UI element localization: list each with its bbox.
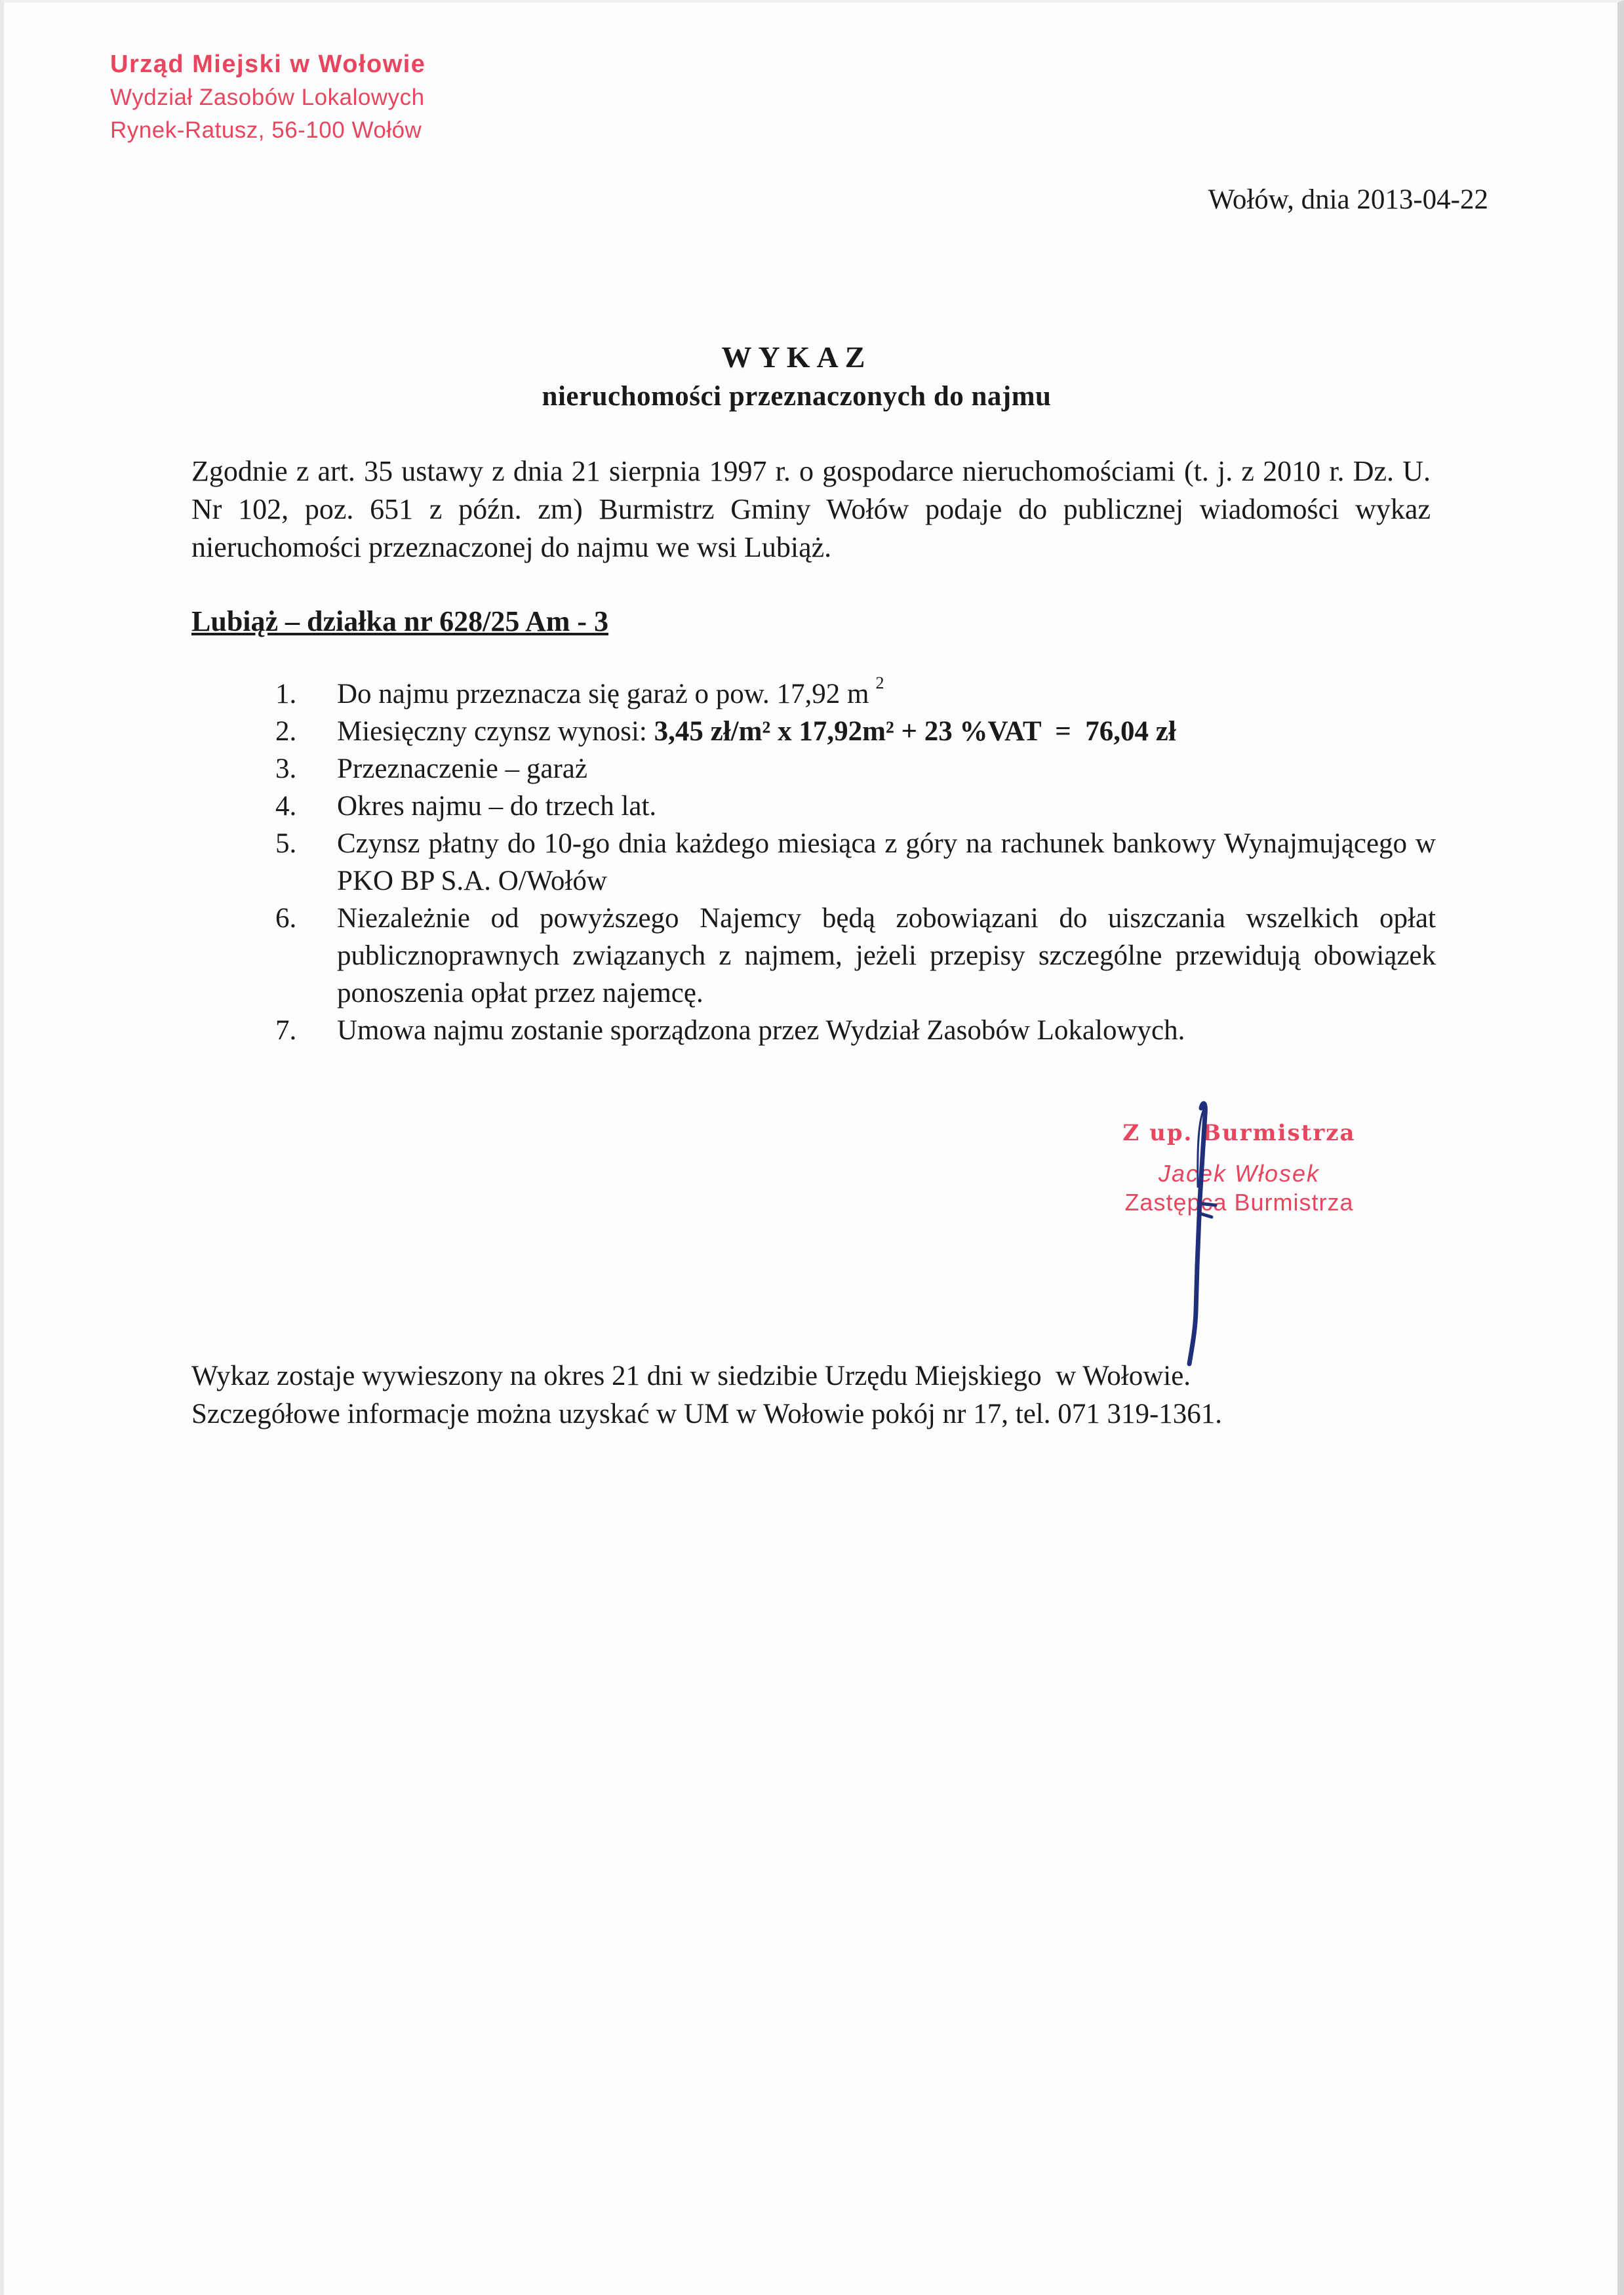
terms-list bbox=[275, 675, 1436, 1049]
office-department: Wydział Zasobów Lokalowych bbox=[110, 85, 425, 110]
document-title bbox=[0, 338, 1593, 416]
list-item bbox=[275, 713, 1436, 750]
list-item bbox=[275, 750, 1436, 788]
item-text: Do najmu przeznacza się garaż o pow. 17,92 m $^2$ bbox=[337, 673, 884, 709]
title-subtitle: nieruchomości przeznaczonych do najmu bbox=[542, 381, 1052, 412]
item-number: 3. bbox=[275, 753, 297, 784]
item-number: 4. bbox=[275, 791, 297, 822]
handwritten-signature-icon bbox=[1160, 1095, 1239, 1370]
footer-line: Szczegółowe informacje można uzyskać w UM w Wołowie pokój nr 17, tel. 071 319-1361. bbox=[191, 1399, 1223, 1429]
signatory-role: Zastępca Burmistrza bbox=[1124, 1189, 1354, 1216]
footer-note bbox=[191, 1357, 1437, 1433]
list-item bbox=[275, 900, 1436, 1012]
item-text: Czynsz płatny do 10-go dnia każdego miesiąca z góry na rachunek bankowy Wynajmującego w PKO BP S.A. O/Wołów bbox=[337, 828, 1436, 896]
item-number: 1. bbox=[275, 679, 297, 709]
item-number: 5. bbox=[275, 828, 297, 859]
item-text: Okres najmu – do trzech lat. bbox=[337, 791, 657, 822]
signature-upon: Z up. Burmistrza bbox=[1122, 1120, 1356, 1146]
item-number: 2. bbox=[275, 716, 297, 747]
document-date: Wołów, dnia 2013-04-22 bbox=[1208, 184, 1488, 215]
footer-line: Wykaz zostaje wywieszony na okres 21 dni w siedzibie Urzędu Miejskiego w Wołowie. bbox=[191, 1361, 1191, 1391]
title-main: WYKAZ bbox=[721, 340, 872, 374]
list-item bbox=[275, 675, 1436, 713]
signatory-name: Jacek Włosek bbox=[1158, 1160, 1320, 1187]
item-number: 6. bbox=[275, 903, 297, 934]
office-address: Rynek-Ratusz, 56-100 Wołów bbox=[110, 117, 422, 143]
list-item bbox=[275, 788, 1436, 825]
item-text: Przeznaczenie – garaż bbox=[337, 753, 587, 784]
list-item bbox=[275, 825, 1436, 900]
intro-paragraph: Zgodnie z art. 35 ustawy z dnia 21 sierpnia 1997 r. o gospodarce nieruchomościami (t. j. z 2010 r. Dz. U. Nr 102, poz. 651 z późn. zm) Burmistrz Gminy Wołów podaje do publicznej wiadomości wykaz nieruchomości przeznaczonej do najmu we wsi Lubiąż. bbox=[191, 455, 1431, 563]
item-text: Niezależnie od powyższego Najemcy będą zobowiązani do uiszczania wszelkich opłat publicznoprawnych związanych z najmem, jeżeli przepisy szczególne przewidują obowiązek ponoszenia opłat przez najemcę. bbox=[337, 903, 1436, 1008]
item-text: Umowa najmu zostanie sporządzona przez Wydział Zasobów Lokalowych. bbox=[337, 1015, 1185, 1046]
item-text: Miesięczny czynsz wynosi: 3,45 zł/m² x 17,92m² + 23 %VAT = 76,04 zł bbox=[337, 716, 1176, 747]
parcel-heading: Lubiąż – działka nr 628/25 Am - 3 bbox=[191, 605, 609, 637]
rent-calculation: 3,45 zł/m² x 17,92m² + 23 %VAT = 76,04 zł bbox=[654, 716, 1176, 747]
item-number: 7. bbox=[275, 1015, 297, 1046]
signature-stamp bbox=[1075, 1115, 1403, 1217]
office-name: Urząd Miejski w Wołowie bbox=[110, 50, 426, 78]
superscript: 2 bbox=[875, 673, 884, 692]
office-stamp bbox=[110, 47, 530, 147]
list-item bbox=[275, 1012, 1436, 1049]
